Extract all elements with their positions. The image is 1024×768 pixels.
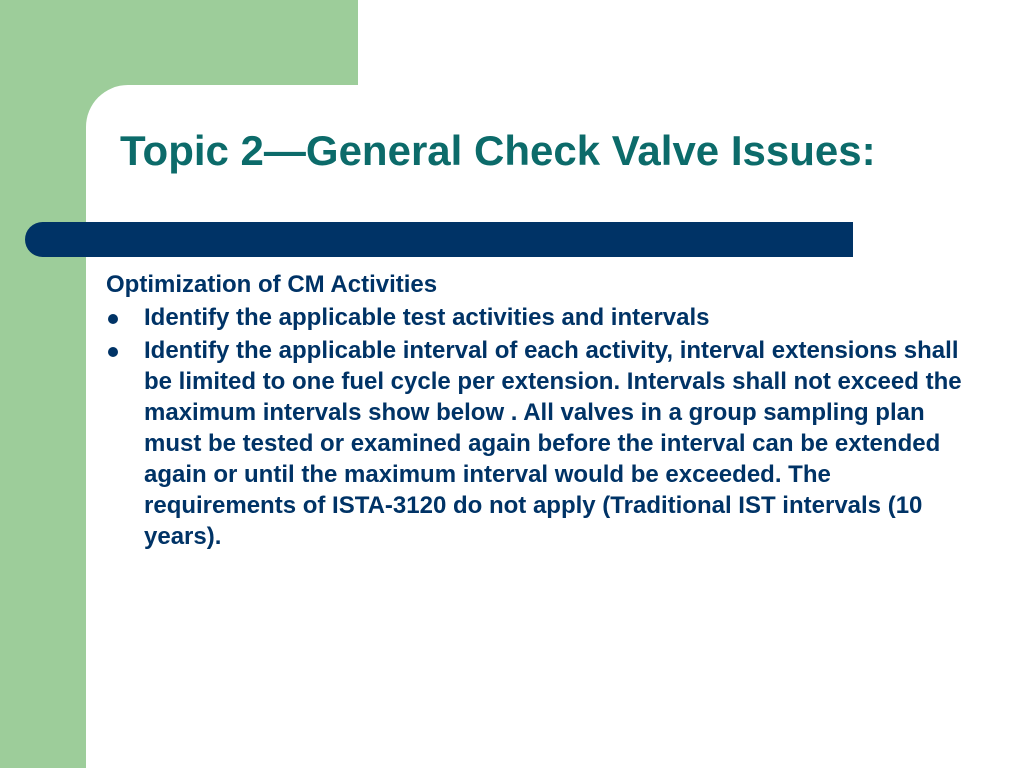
bullet-dot-icon [108,347,118,357]
title-divider-bar [25,222,853,257]
bullet-dot-icon [108,314,118,324]
bullet-item [106,302,966,333]
bullet-item [106,335,966,552]
bullet-text: Identify the applicable test activities and intervals [144,304,710,331]
section-heading: Optimization of CM Activities [106,271,438,298]
slide-title: Topic 2—General Check Valve Issues: [120,127,876,174]
slide-body [106,269,966,554]
bullet-text: Identify the applicable interval of each activity, interval extensions shall be limited to one fuel cycle per extension. Intervals shall not exceed the maximum intervals show below . All valves in a group sampling plan must be tested or examined again before the interval can be extended again or until the maximum interval would be exceeded. The requirements of ISTA-3120 do not apply (Traditional IST intervals (10 years). [144,337,962,550]
bullet-list [106,302,966,552]
